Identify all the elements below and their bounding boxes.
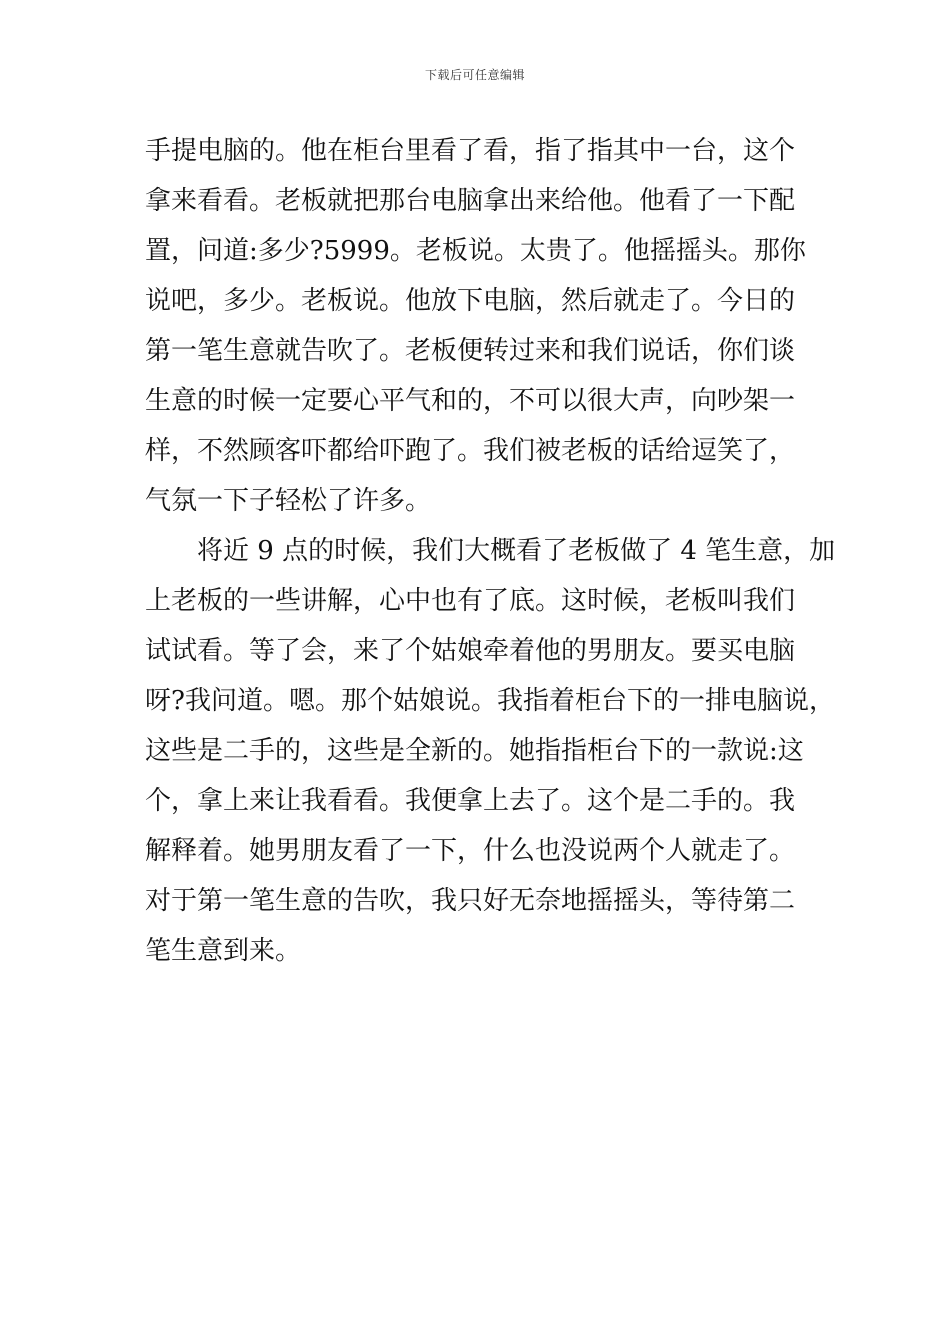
text-line: 呀?我问道。嗯。那个姑娘说。我指着柜台下的一排电脑说， (145, 686, 835, 716)
paragraph-2 (145, 526, 836, 976)
text-line: 这些是二手的，这些是全新的。她指指柜台下的一款说:这 (145, 736, 804, 766)
text-line: 个，拿上来让我看看。我便拿上去了。这个是二手的。我 (145, 786, 796, 816)
text-line: 气氛一下子轻松了许多。 (145, 486, 432, 516)
document-body (145, 126, 836, 976)
paragraph-1 (145, 126, 827, 526)
text-line: 上老板的一些讲解，心中也有了底。这时候，老板叫我们 (145, 586, 796, 616)
text-line: 拿来看看。老板就把那台电脑拿出来给他。他看了一下配 (145, 186, 796, 216)
text-line: 解释着。她男朋友看了一下，什么也没说两个人就走了。 (145, 836, 796, 866)
text-line: 说吧，多少。老板说。他放下电脑，然后就走了。今日的 (145, 286, 796, 316)
text-line: 笔生意到来。 (145, 936, 302, 966)
text-line: 置，问道:多少?5999。老板说。太贵了。他摇摇头。那你 (145, 236, 806, 266)
text-line: 手提电脑的。他在柜台里看了看，指了指其中一台，这个 (145, 136, 796, 166)
page-header: 下载后可任意编辑 (424, 68, 525, 82)
text-line: 第一笔生意就告吹了。老板便转过来和我们说话，你们谈 (145, 336, 796, 366)
text-line: 试试看。等了会，来了个姑娘牵着他的男朋友。要买电脑 (145, 636, 796, 666)
text-line: 生意的时候一定要心平气和的，不可以很大声，向吵架一 (145, 386, 796, 416)
text-line: 样，不然顾客吓都给吓跑了。我们被老板的话给逗笑了， (145, 436, 796, 466)
text-line: 将近 9 点的时候，我们大概看了老板做了 4 笔生意，加 (197, 536, 836, 566)
text-line: 对于第一笔生意的告吹，我只好无奈地摇摇头，等待第二 (145, 886, 796, 916)
